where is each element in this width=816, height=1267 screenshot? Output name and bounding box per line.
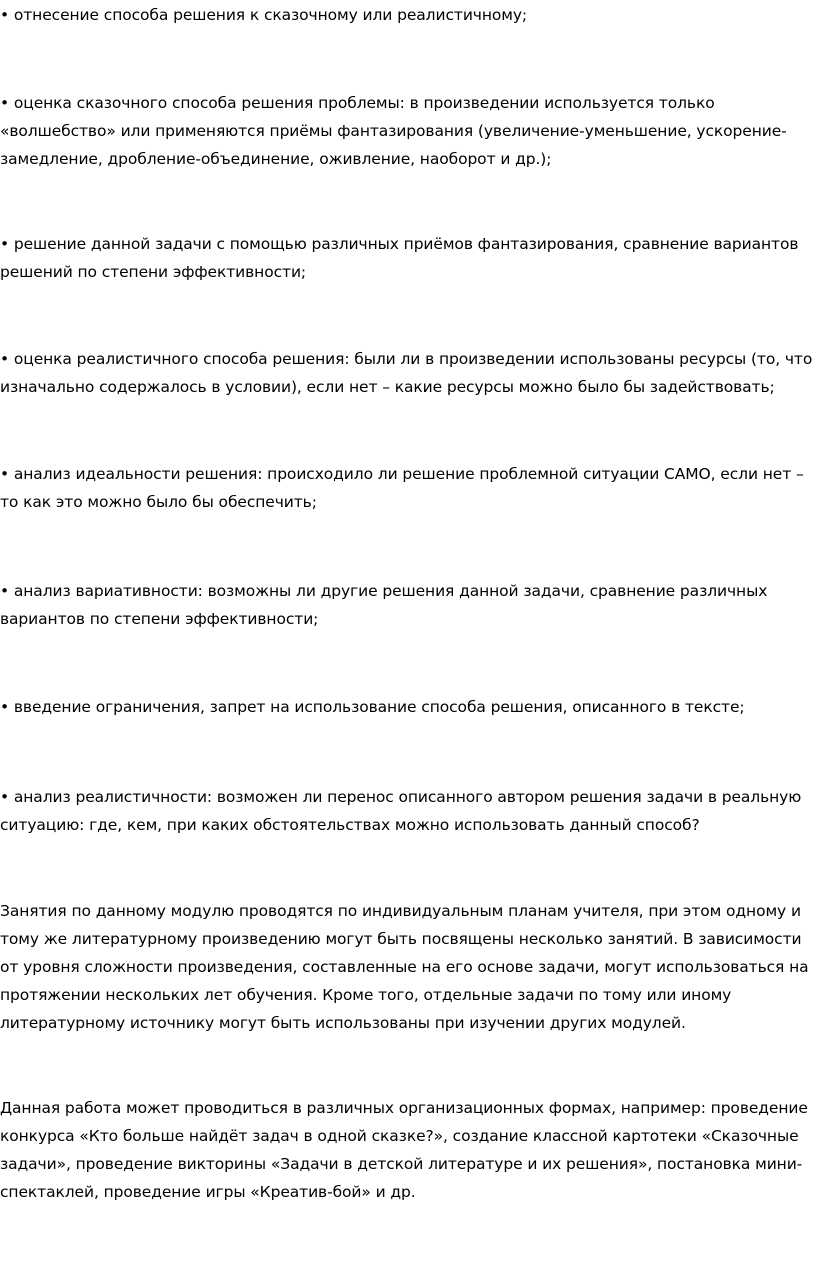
paragraph-organization-forms: Данная работа может проводиться в различных организационных формах, например: проведение конкурса «Кто больше найдёт задач в одной сказке?», создание классной картотеки «Сказочные задачи», проведение викторины «Задачи в детской литературе и их решения», постановка мини- спектаклей, проведение игры «Креатив-бой» и др. — [0, 1099, 808, 1201]
bullet-item-fairy-method: • оценка сказочного способа решения проблемы: в произведении используется только «волшебство» или применяются приёмы фантазирования (увеличение-уменьшение, ускорение- замедление, дробление-объединение, оживление, наоборот и др.); — [0, 94, 787, 168]
bullet-item-classification: • отнесение способа решения к сказочному или реалистичному; — [0, 6, 528, 24]
bullet-item-restriction: • введение ограничения, запрет на использование способа решения, описанного в тексте; — [0, 698, 745, 716]
bullet-item-ideality: • анализ идеальности решения: происходило ли решение проблемной ситуации САМО, если нет – то как это можно было бы обеспечить; — [0, 465, 804, 511]
paragraph-module-lessons: Занятия по данному модулю проводятся по индивидуальным планам учителя, при этом одному и тому же литературному произведению могут быть посвящены несколько занятий. В зависимости от уровня сложности произведения, составленные на его основе задачи, могут использоваться на протяжении нескольких лет обучения. Кроме того, отдельные задачи по тому или иному литературному источнику могут быть использованы при изучении других модулей. — [0, 902, 809, 1032]
bullet-item-realism: • анализ реалистичности: возможен ли перенос описанного автором решения задачи в реальную ситуацию: где, кем, при каких обстоятельствах можно использовать данный способ? — [0, 788, 802, 834]
bullet-item-variability: • анализ вариативности: возможны ли другие решения данной задачи, сравнение различных вариантов по степени эффективности; — [0, 582, 768, 628]
bullet-item-realistic-method: • оценка реалистичного способа решения: были ли в произведении использованы ресурсы (то, что изначально содержалось в условии), если нет – какие ресурсы можно было бы задействовать; — [0, 350, 813, 396]
bullet-item-fantasy-techniques: • решение данной задачи с помощью различных приёмов фантазирования, сравнение вариантов решений по степени эффективности; — [0, 235, 799, 281]
